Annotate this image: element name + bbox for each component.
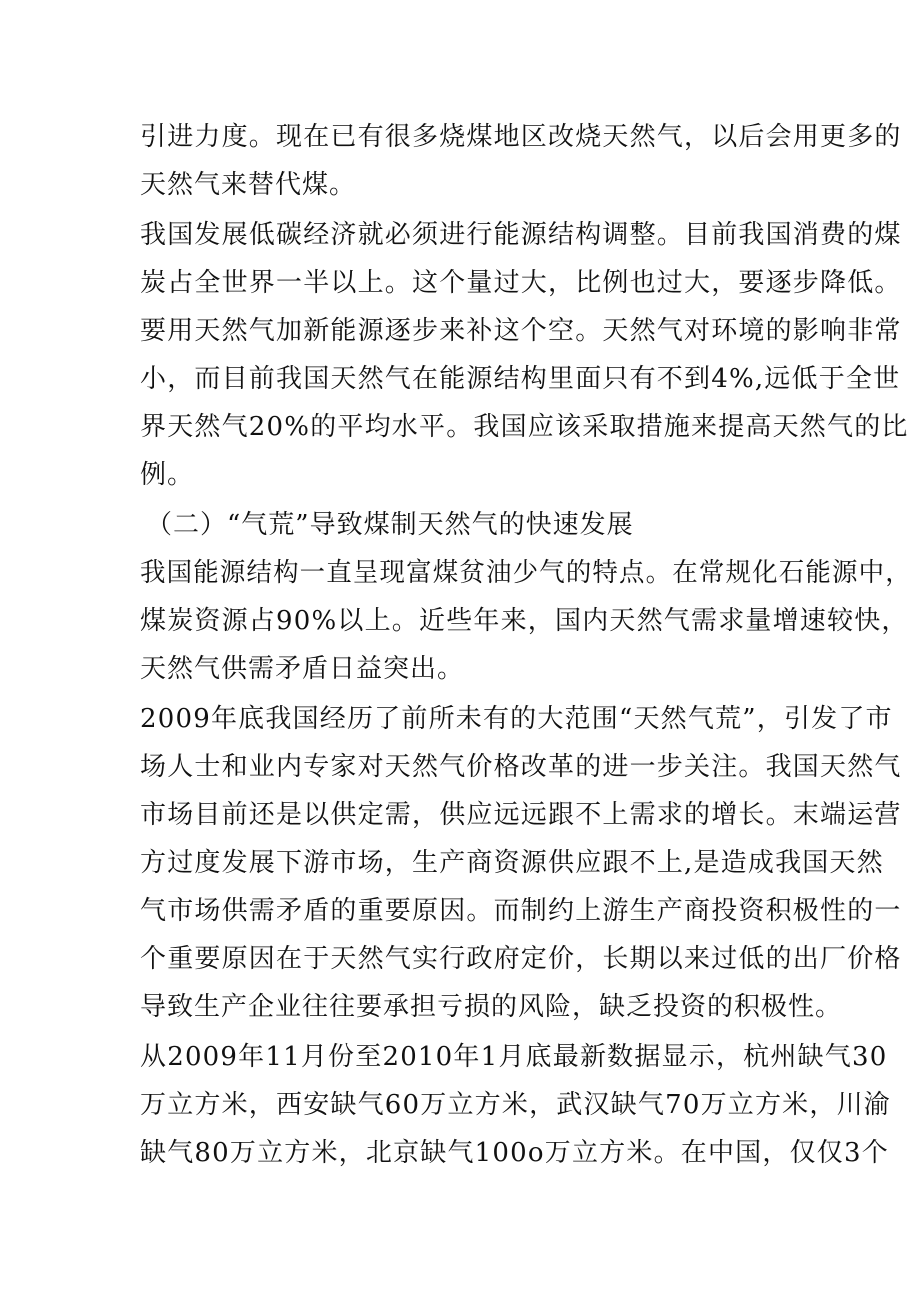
text-line: 从2009年11月份至2010年1月底最新数据显示，杭州缺气30 [140,1042,888,1072]
text-line: 场人士和业内专家对天然气价格改革的进一步关注。我国天然气 [140,752,902,782]
section-heading: （二）“气荒”导致煤制天然气的快速发展 [146,510,634,540]
text-line: 方过度发展下游市场，生产商资源供应跟不上,是造成我国天然 [140,848,884,878]
text-line: 导致生产企业往往要承担亏损的风险，缺乏投资的积极性。 [140,992,843,1022]
text-line: 市场目前还是以供定需，供应远远跟不上需求的增长。末端运营 [140,800,902,830]
text-line: 界天然气20%的平均水平。我国应该采取措施来提高天然气的比 [140,412,909,442]
text-line: 炭占全世界一半以上。这个量过大，比例也过大，要逐步降低。 [140,268,902,298]
text-line: 要用天然气加新能源逐步来补这个空。天然气对环境的影响非常 [140,316,902,346]
text-line: 引进力度。现在已有很多烧煤地区改烧天然气，以后会用更多的 [140,122,902,152]
text-line: 煤炭资源占90%以上。近些年来，国内天然气需求量增速较快， [140,606,909,636]
text-line: 气市场供需矛盾的重要原因。而制约上游生产商投资积极性的一 [140,896,902,926]
text-line: 小，而目前我国天然气在能源结构里面只有不到4%,远低于全世 [140,364,901,394]
text-line: 我国能源结构一直呈现富煤贫油少气的特点。在常规化石能源中， [140,558,912,588]
text-line: 万立方米，西安缺气60万立方米，武汉缺气70万立方米，川渝 [140,1090,891,1120]
text-line: 个重要原因在于天然气实行政府定价，长期以来过低的出厂价格 [140,944,902,974]
text-line: 缺气80万立方米，北京缺气100o万立方米。在中国，仅仅3个 [140,1138,889,1168]
text-line: 2009年底我国经历了前所未有的大范围“天然气荒”，引发了市 [140,704,893,734]
text-line: 天然气供需矛盾日益突出。 [140,654,465,684]
text-line: 例。 [140,460,195,490]
text-line: 天然气来替代煤。 [140,170,357,200]
text-line: 我国发展低碳经济就必须进行能源结构调整。目前我国消费的煤 [140,220,902,250]
